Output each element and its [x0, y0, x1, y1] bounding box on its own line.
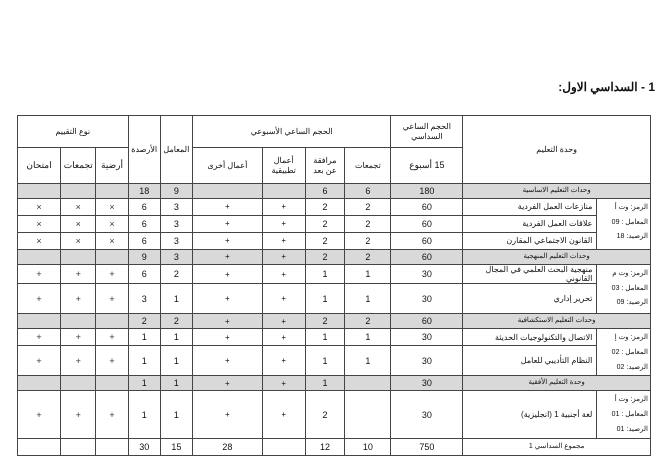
- header-eval-field: أرضية: [96, 148, 128, 184]
- subject-credits: 6: [128, 265, 160, 284]
- eval-exam: ×: [18, 199, 61, 216]
- subject-coef: 1: [160, 391, 192, 439]
- group-credits: 9: [128, 250, 160, 265]
- unit-code: الرمز: وت أ المعامل : 01 الرصيد: 01: [597, 391, 651, 439]
- header-unit: وحدة التعليم: [463, 116, 651, 184]
- eval-lectures: [61, 439, 96, 456]
- table-row: [18, 233, 651, 250]
- subject-volume: 30: [391, 391, 463, 439]
- subject-remote: 1: [305, 329, 345, 346]
- total-row: [18, 439, 651, 456]
- group-practical: +: [262, 376, 305, 391]
- header-weekly-volume: الحجم الساعي الأسبوعي: [192, 116, 390, 148]
- header-lectures: تجمعات: [345, 148, 391, 184]
- eval-field: +: [96, 329, 128, 346]
- header-credits: الأرصدة: [128, 116, 160, 184]
- subject-coef: 3: [160, 233, 192, 250]
- group-row: [18, 184, 651, 199]
- group-lectures: [345, 376, 391, 391]
- header-eval-lectures: تجمعات: [61, 148, 96, 184]
- group-coef: 9: [160, 184, 192, 199]
- total-other: 28: [192, 439, 262, 456]
- subject-remote: 2: [305, 391, 345, 439]
- unit-code: الرمز: وت إ المعامل : 02 الرصيد: 02: [597, 329, 651, 376]
- group-name: وحدة التعليم الأفقية: [463, 376, 651, 391]
- subject-credits: 3: [128, 284, 160, 314]
- subject-practical: +: [262, 216, 305, 233]
- table-row: [18, 391, 651, 439]
- total-credits: 30: [128, 439, 160, 456]
- total-name: مجموع السداسي 1: [463, 439, 651, 456]
- group-volume: 30: [391, 376, 463, 391]
- subject-name: القانون الاجتماعي المقارن: [463, 233, 597, 250]
- subject-practical: +: [262, 346, 305, 376]
- group-coef: 3: [160, 250, 192, 265]
- eval-field: ×: [96, 199, 128, 216]
- subject-remote: 2: [305, 199, 345, 216]
- eval-exam: +: [18, 346, 61, 376]
- subject-coef: 3: [160, 199, 192, 216]
- header-remote: مرافقة عن بعد: [305, 148, 345, 184]
- subject-name: منازعات العمل الفردية: [463, 199, 597, 216]
- total-volume: 750: [391, 439, 463, 456]
- subject-credits: 1: [128, 329, 160, 346]
- subject-coef: 1: [160, 329, 192, 346]
- subject-lectures: [345, 391, 391, 439]
- subject-name: لغة أجنبية 1 (انجليزية): [463, 391, 597, 439]
- eval-field: +: [96, 284, 128, 314]
- group-row: [18, 250, 651, 265]
- subject-practical: +: [262, 233, 305, 250]
- subject-practical: +: [262, 284, 305, 314]
- header-eval-type: نوع التقييم: [18, 116, 129, 148]
- subject-practical: +: [262, 265, 305, 284]
- subject-name: النظام التأديبي للعامل: [463, 346, 597, 376]
- group-coef: 2: [160, 314, 192, 329]
- table-row: [18, 265, 651, 284]
- subject-lectures: 1: [345, 265, 391, 284]
- group-other: +: [192, 250, 262, 265]
- eval-field: ×: [96, 216, 128, 233]
- header-weeks: 15 أسبوع: [391, 148, 463, 184]
- group-remote: 2: [305, 250, 345, 265]
- table-row: [18, 346, 651, 376]
- group-volume: 60: [391, 314, 463, 329]
- header-other: أعمال أخرى: [192, 148, 262, 184]
- subject-practical: +: [262, 199, 305, 216]
- group-row: [18, 314, 651, 329]
- group-coef: 1: [160, 376, 192, 391]
- eval-field: +: [96, 391, 128, 439]
- subject-volume: 30: [391, 329, 463, 346]
- subject-volume: 60: [391, 199, 463, 216]
- group-remote: 1: [305, 376, 345, 391]
- group-other: +: [192, 376, 262, 391]
- subject-remote: 2: [305, 233, 345, 250]
- group-practical: [262, 184, 305, 199]
- eval-exam: +: [18, 329, 61, 346]
- subject-remote: 1: [305, 284, 345, 314]
- subject-lectures: 1: [345, 346, 391, 376]
- subject-practical: +: [262, 391, 305, 439]
- group-volume: 60: [391, 250, 463, 265]
- group-credits: 18: [128, 184, 160, 199]
- group-name: وحدات التعليم الاساسية: [463, 184, 651, 199]
- eval-field: +: [96, 346, 128, 376]
- total-coef: 15: [160, 439, 192, 456]
- eval-field: [96, 439, 128, 456]
- subject-remote: 2: [305, 216, 345, 233]
- header-semester-volume: الحجم الساعي السداسي: [391, 116, 463, 148]
- group-lectures: 2: [345, 250, 391, 265]
- total-lectures: 10: [345, 439, 391, 456]
- subject-coef: 1: [160, 284, 192, 314]
- subject-other: +: [192, 329, 262, 346]
- group-lectures: 2: [345, 314, 391, 329]
- eval-exam: ×: [18, 233, 61, 250]
- subject-coef: 3: [160, 216, 192, 233]
- group-lectures: 6: [345, 184, 391, 199]
- subject-name: علاقات العمل الفردية: [463, 216, 597, 233]
- group-other: +: [192, 314, 262, 329]
- subject-practical: +: [262, 329, 305, 346]
- total-practical: [262, 439, 305, 456]
- table-row: [18, 199, 651, 216]
- subject-name: منهجية البحث العلمي في المجال القانوني: [463, 265, 597, 284]
- group-row: [18, 376, 651, 391]
- group-practical: +: [262, 250, 305, 265]
- group-credits: 1: [128, 376, 160, 391]
- eval-lectures: +: [61, 265, 96, 284]
- group-volume: 180: [391, 184, 463, 199]
- eval-lectures: ×: [61, 216, 96, 233]
- subject-credits: 6: [128, 216, 160, 233]
- subject-lectures: 2: [345, 233, 391, 250]
- curriculum-table: [17, 115, 651, 456]
- group-remote: 6: [305, 184, 345, 199]
- group-other: [192, 184, 262, 199]
- group-remote: 2: [305, 314, 345, 329]
- subject-volume: 60: [391, 216, 463, 233]
- table-row: [18, 216, 651, 233]
- eval-lectures: +: [61, 329, 96, 346]
- table-row: [18, 329, 651, 346]
- table-body: [18, 184, 651, 456]
- header-coef: المعامل: [160, 116, 192, 184]
- eval-lectures: +: [61, 284, 96, 314]
- semester-heading: 1 - السداسي الاول:: [558, 80, 655, 94]
- eval-exam: +: [18, 391, 61, 439]
- subject-coef: 1: [160, 346, 192, 376]
- group-credits: 2: [128, 314, 160, 329]
- subject-remote: 1: [305, 265, 345, 284]
- unit-code: الرمز: وت م المعامل : 03 الرصيد: 09: [597, 265, 651, 314]
- eval-lectures: +: [61, 391, 96, 439]
- total-remote: 12: [305, 439, 345, 456]
- subject-credits: 1: [128, 391, 160, 439]
- subject-other: +: [192, 216, 262, 233]
- eval-lectures: +: [61, 346, 96, 376]
- subject-other: +: [192, 265, 262, 284]
- eval-exam: +: [18, 284, 61, 314]
- subject-volume: 30: [391, 265, 463, 284]
- eval-field: +: [96, 265, 128, 284]
- subject-name: الاتصال والتكنولوجيات الحديثة: [463, 329, 597, 346]
- subject-lectures: 2: [345, 199, 391, 216]
- subject-lectures: 1: [345, 284, 391, 314]
- subject-volume: 60: [391, 233, 463, 250]
- subject-credits: 6: [128, 233, 160, 250]
- subject-remote: 1: [305, 346, 345, 376]
- subject-volume: 30: [391, 346, 463, 376]
- eval-exam: +: [18, 265, 61, 284]
- eval-lectures: ×: [61, 199, 96, 216]
- subject-credits: 6: [128, 199, 160, 216]
- group-practical: +: [262, 314, 305, 329]
- table-row: [18, 284, 651, 314]
- eval-exam: ×: [18, 216, 61, 233]
- subject-coef: 2: [160, 265, 192, 284]
- subject-other: +: [192, 284, 262, 314]
- group-name: وحدات التعليم المنهجية: [463, 250, 651, 265]
- subject-other: +: [192, 233, 262, 250]
- subject-other: +: [192, 391, 262, 439]
- eval-exam: [18, 439, 61, 456]
- eval-lectures: ×: [61, 233, 96, 250]
- group-name: وحدات التعليم الاستكشافية: [463, 314, 651, 329]
- header-eval-exam: امتحان: [18, 148, 61, 184]
- subject-lectures: 1: [345, 329, 391, 346]
- subject-other: +: [192, 199, 262, 216]
- unit-code: الرمز: وت أ المعامل : 09 الرصيد: 18: [597, 199, 651, 250]
- eval-field: ×: [96, 233, 128, 250]
- subject-other: +: [192, 346, 262, 376]
- subject-credits: 1: [128, 346, 160, 376]
- subject-lectures: 2: [345, 216, 391, 233]
- subject-volume: 30: [391, 284, 463, 314]
- header-practical: أعمال تطبيقية: [262, 148, 305, 184]
- subject-name: تحرير إداري: [463, 284, 597, 314]
